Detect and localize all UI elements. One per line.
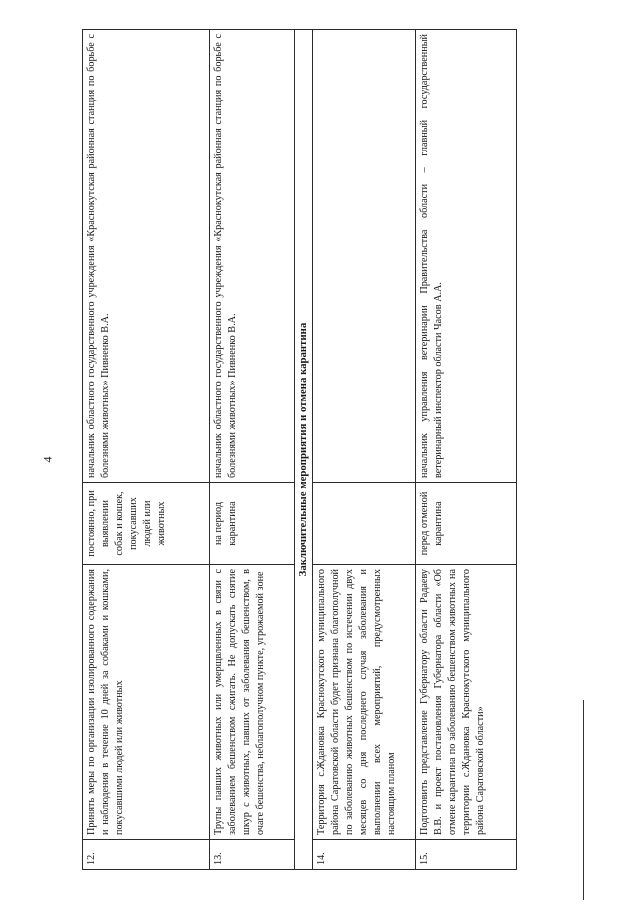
- row-term: [312, 483, 415, 565]
- table-row: [312, 30, 415, 870]
- row-term: на период карантина: [210, 483, 295, 565]
- row-action: Принять меры по организации изолированного содержания и наблюдения в течение 10 дней за собаками и кошками, покусавшими людей или животных: [83, 565, 210, 840]
- row-term: постоянно, при выявлении собак и кошек, покусавших людей или животных: [83, 483, 210, 565]
- margin-line: [583, 700, 584, 900]
- rotated-page-content: [82, 30, 562, 870]
- row-term: перед отменой карантина: [415, 483, 516, 565]
- row-number: 13.: [210, 840, 295, 870]
- table-row: [83, 30, 210, 870]
- row-action: Подготовить представление Губернатору области Радаеву В.В. и проект постановления Губернатора области «Об отмене карантина по заболеванию бешенством животных на территории с.Ждановка Краснокутского муниципального района Саратовской области»: [415, 565, 516, 840]
- table-row: [210, 30, 295, 870]
- measures-table: [82, 29, 517, 870]
- row-responsible: начальник управления ветеринарии Правительства области – главный государственный ветеринарный инспектор области Часов А.А.: [415, 30, 516, 483]
- row-action: Территория с.Ждановка Краснокутского муниципального района Саратовской области будет признана благополучной по заболеванию животных бешенством по истечении двух месяцев со дня последнего случая заболевания и выполнении всех мероприятий, предусмотренных настоящим планом: [312, 565, 415, 840]
- section-title: Заключительные мероприятия и отмена карантина: [295, 30, 313, 870]
- row-number: 15.: [415, 840, 516, 870]
- row-responsible: начальник областного государственного учреждения «Краснокутская районная станция по борьбе с болезнями животных» Пивненко В.А.: [83, 30, 210, 483]
- section-header-row: [295, 30, 313, 870]
- row-action: Трупы павших животных или умерщвленных в связи с заболеванием бешенством сжигать. Не допускать снятие шкур с животных, павших от заболевания бешенством, в очаге бешенства, неблагополучном пункте, угрожаемой зоне: [210, 565, 295, 840]
- page-number: 4: [40, 456, 55, 463]
- table-row: [415, 30, 516, 870]
- row-number: 12.: [83, 840, 210, 870]
- row-responsible: начальник областного государственного учреждения «Краснокутская районная станция по борьбе с болезнями животных» Пивненко В.А.: [210, 30, 295, 483]
- row-responsible: [312, 30, 415, 483]
- row-number: 14.: [312, 840, 415, 870]
